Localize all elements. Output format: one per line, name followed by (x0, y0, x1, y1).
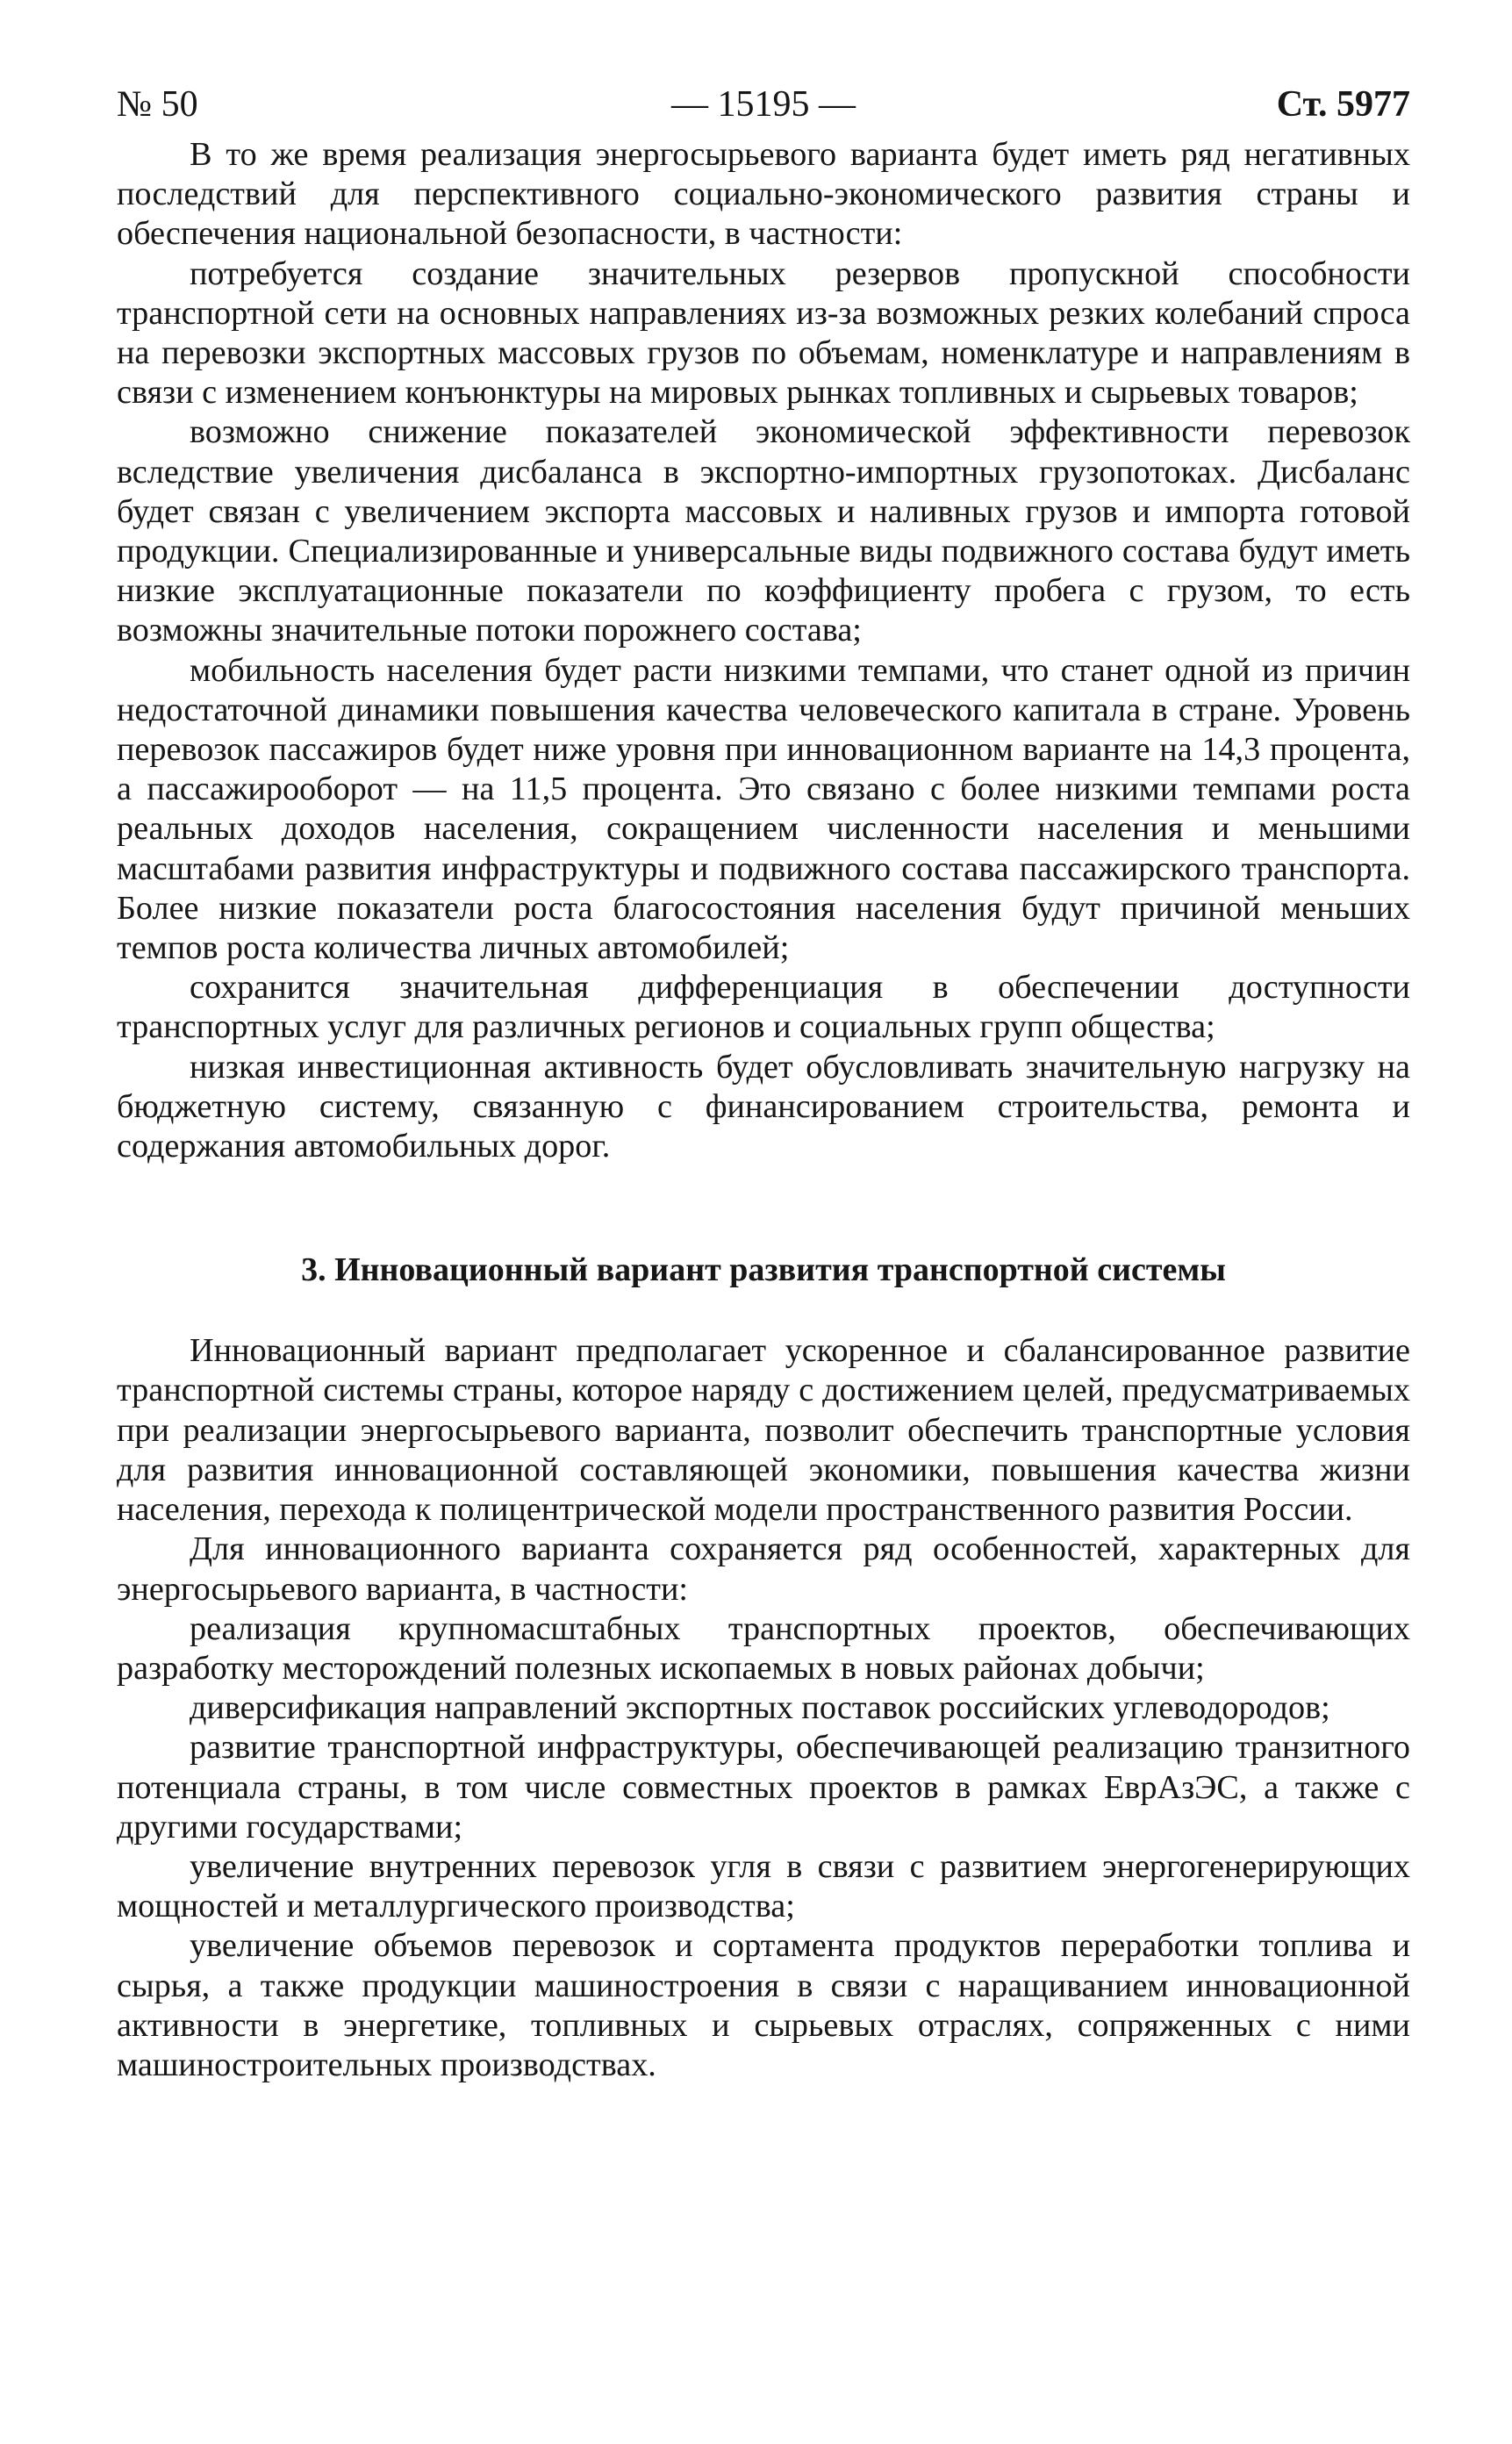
document-body (117, 135, 1410, 2085)
paragraph: потребуется создание значительных резервов пропускной способности транспортной сети на основных направлениях из-за возможных резких колебаний спроса на перевозки экспортных массовых грузов по объемам, номенклатуре и направлениям в связи с изменением конъюнктуры на мировых рынках топливных и сырьевых товаров; (117, 254, 1410, 412)
paragraph: низкая инвестиционная активность будет обусловливать значительную нагрузку на бюджетную систему, связанную с финансированием строительства, ремонта и содержания автомобильных дорог. (117, 1048, 1410, 1165)
article-number: Ст. 5977 (1276, 84, 1410, 125)
paragraph: увеличение объемов перевозок и сортамента продуктов переработки топлива и сырья, а также продукции машиностроения в связи с наращиванием инновационной активности в энергетике, топливных и сырьевых отраслях, сопряженных с ними машиностроительных производствах. (117, 1927, 1410, 2083)
section-heading: 3. Инновационный вариант развития транспортной системы (301, 1251, 1226, 1289)
paragraph: увеличение внутренних перевозок угля в связи с развитием энергогенерирующих мощностей и металлургического производства; (117, 1847, 1410, 1925)
document-page (117, 77, 1410, 2085)
page-header (117, 77, 1410, 132)
paragraph: развитие транспортной инфраструктуры, обеспечивающей реализацию транзитного потенциала страны, в том числе совместных проектов в рамках ЕврАзЭС, а также с другими государствами; (117, 1729, 1410, 1846)
paragraph: В то же время реализация энергосырьевого варианта будет иметь ряд негативных последствий для перспективного социально-экономического развития страны и обеспечения национальной безопасности, в частности: (117, 136, 1410, 253)
paragraph: Инновационный вариант предполагает ускоренное и сбалансированное развитие транспортной системы страны, которое наряду с достижением целей, предусматриваемых при реализации энергосырьевого варианта, позволит обеспечить транспортные условия для развития инновационной составляющей экономики, повышения качества жизни населения, перехода к полицентрической модели пространственного развития России. (117, 1332, 1410, 1529)
paragraph: диверсификация направлений экспортных поставок российских углеводородов; (190, 1689, 1330, 1727)
paragraph: Для инновационного варианта сохраняется ряд особенностей, характерных для энергосырьевого варианта, в частности: (117, 1530, 1410, 1608)
paragraph: сохранится значительная дифференциация в обеспечении доступности транспортных услуг для различных регионов и социальных групп общества; (117, 969, 1410, 1046)
issue-number: № 50 (117, 84, 198, 125)
paragraph: реализация крупномасштабных транспортных проектов, обеспечивающих разработку месторождений полезных ископаемых в новых районах добычи; (117, 1609, 1410, 1687)
page-number: — 15195 — (671, 84, 856, 125)
paragraph: мобильность населения будет расти низкими темпами, что станет одной из причин недостаточной динамики повышения качества человеческого капитала в стране. Уровень перевозок пассажиров будет ниже уровня при инновационном варианте на 14,3 процента, а пассажирооборот — на 11,5 процента. Это связано с более низкими темпами роста реальных доходов населения, сокращением численности населения и меньшими масштабами развития инфраструктуры и подвижного состава пассажирского транспорта. Более низкие показатели роста благосостояния населения будут причиной меньших темпов роста количества личных автомобилей; (117, 651, 1410, 967)
paragraph: возможно снижение показателей экономической эффективности перевозок вследствие увеличения дисбаланса в экспортно-импортных грузопотоках. Дисбаланс будет связан с увеличением экспорта массовых и наливных грузов и импорта готовой продукции. Специализированные и универсальные виды подвижного состава будут иметь низкие эксплуатационные показатели по коэффициенту пробега с грузом, то есть возможны значительные потоки порожнего состава; (117, 413, 1410, 649)
